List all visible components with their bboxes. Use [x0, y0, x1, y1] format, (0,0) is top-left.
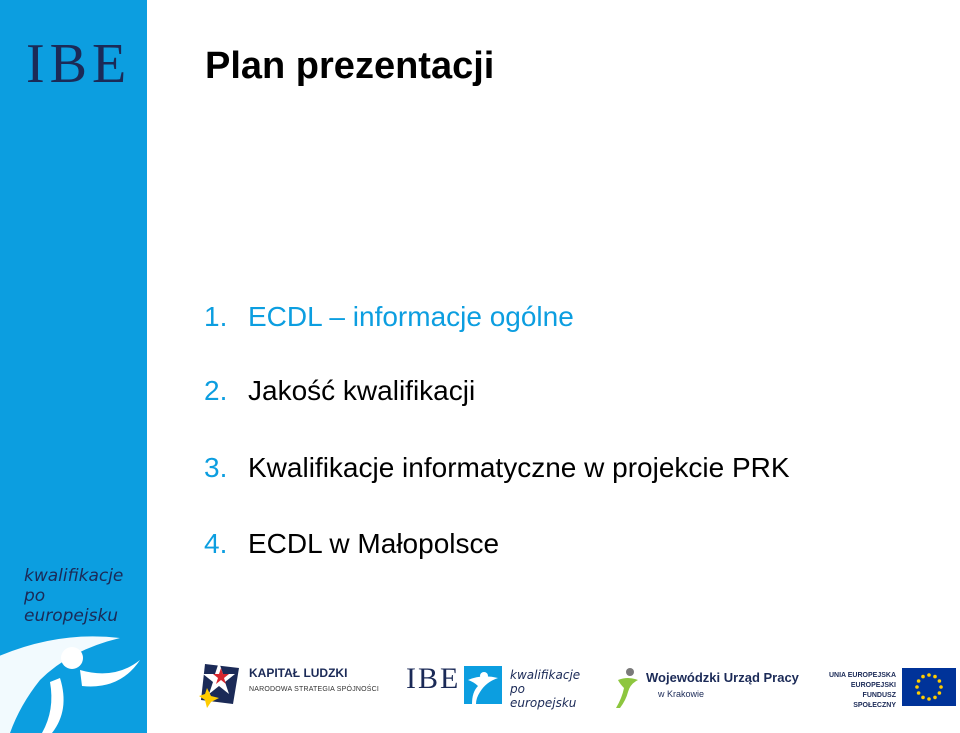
wup-subtitle: w Krakowie: [658, 689, 705, 699]
agenda-number: 4.: [204, 528, 228, 559]
footer-logos: [195, 648, 960, 728]
wup-logo: [612, 648, 802, 718]
agenda-text: ECDL – informacje ogólne: [248, 301, 574, 332]
slide-title: Plan prezentacji: [205, 45, 495, 87]
agenda-number: 3.: [204, 452, 228, 483]
agenda-text: Kwalifikacje informatyczne w projekcie PRK: [248, 452, 790, 483]
eu-flag-icon: [902, 668, 956, 706]
sidebar-tagline: kwalifikacje po europejsku: [24, 566, 124, 626]
kapital-ludzki-subtitle: NARODOWA STRATEGIA SPÓJNOŚCI: [249, 686, 380, 693]
eu-line-2: EUROPEJSKI: [850, 682, 896, 689]
eu-line-1: UNIA EUROPEJSKA: [828, 672, 896, 679]
kwalifikacje-figure-icon: [464, 666, 502, 704]
jumping-figure-graphic: [0, 620, 147, 733]
ibe-logo: IBE: [26, 33, 132, 95]
eu-logo: [820, 648, 960, 718]
agenda-number: 1.: [204, 301, 228, 332]
kwalifikacje-tagline: kwalifikacje po europejsku: [510, 668, 581, 710]
kapital-ludzki-logo: [199, 648, 379, 718]
ibe-kwalifikacje-logo: [406, 648, 596, 718]
eu-line-3: FUNDUSZ SPOŁECZNY: [853, 692, 896, 709]
wup-figure-icon: [612, 666, 642, 708]
agenda-item: [204, 373, 475, 409]
agenda-text: ECDL w Małopolsce: [248, 528, 500, 559]
agenda-text: Jakość kwalifikacji: [248, 375, 476, 406]
ibe-small-logo: IBE: [406, 662, 461, 695]
agenda-item: [204, 450, 790, 486]
sidebar: [0, 0, 147, 733]
kapital-ludzki-star-icon: [199, 658, 245, 708]
agenda-item: [204, 299, 574, 335]
agenda-item: [204, 526, 499, 562]
eu-text: [820, 671, 896, 711]
agenda-number: 2.: [204, 375, 228, 406]
wup-title: Wojewódzki Urząd Pracy: [646, 670, 799, 685]
kapital-ludzki-title: KAPITAŁ LUDZKI: [249, 666, 348, 680]
